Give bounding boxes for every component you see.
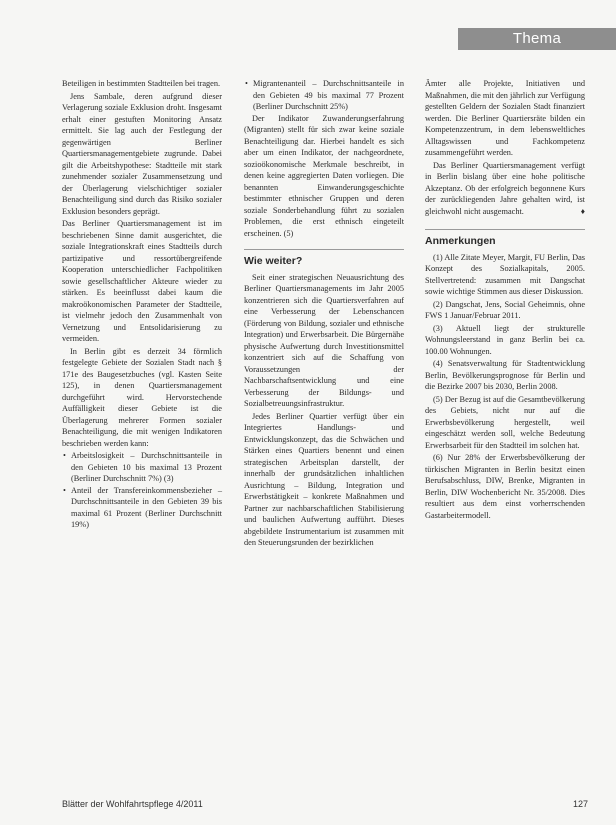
indicator-list <box>62 450 222 531</box>
text-column-1 <box>62 78 222 531</box>
section-heading-anmerkungen: Anmerkungen <box>425 229 585 248</box>
list-item: • Arbeitslosigkeit – Durchschnittsanteile in den Gebieten 10 bis maximal 13 Prozent (Berliner Durchschnitt 7%) (3) <box>71 450 222 485</box>
paragraph: Ämter alle Projekte, Initiativen und Maßnahmen, die mit den jährlich zur Verfügung gestellten Geldern der Sozialen Stadt finanziert werden. Die Berliner Quartiersräte bilden ein Kompetenzzentrum, in dem lebensweltliches Alltagswissen und Fachkompetenz zusammengeführt werden. <box>425 79 585 157</box>
footnote: (4) Senatsverwaltung für Stadtentwicklung Berlin, Bevölkerungsprognose für Berlin und die Bezirke 2007 bis 2030, Berlin 2008. <box>425 359 585 391</box>
paragraph <box>425 160 585 218</box>
paragraph-text: Das Berliner Quartiersmanagement verfügt in Berlin bislang über eine hohe politische Akzeptanz. Ob der erfolgreich begonnene Kurs der zurückliegenden Jahre gehalten wird, ist gleichwohl nicht ausgemacht. <box>425 160 585 216</box>
footnote: (3) Aktuell liegt der strukturelle Wohnungsleerstand in ganz Berlin bei ca. 100.00 Wohnungen. <box>425 323 585 356</box>
footnote: (2) Dangschat, Jens, Social Geheimnis, ohne FWS 1 Januar/Februar 2011. <box>425 299 585 320</box>
indicator-list <box>244 78 404 113</box>
paragraph: Jedes Berliner Quartier verfügt über ein Integriertes Handlungs- und Entwicklungskonzept, das die Schwächen und Stärken eines Quartiers benennt und einen strategischen Arbeitsplan darstellt, der innerhalb der grundsätzlichen inhaltlichen Ausrichtung – Bildung, Integration und Erwerbstätigkeit – konkrete Maßnahmen und Partner zur nachbarschaftlichen Stabilisierung und baulichen Aufwertung aufführt. Dieses abgebildete Instrumentarium ist zusammen mit den Steuerungsrunden der bezirklichen <box>244 411 404 547</box>
section-heading-wie-weiter: Wie weiter? <box>244 249 404 268</box>
footnote: (6) Nur 28% der Erwerbsbevölkerung der türkischen Migranten in Berlin besitzt einen Berufsabschluss, DIW, Brenke, Migranten in Berlin, DIW Wochenbericht Nr. 35/2008. Dies resultiert aus dem einst vorherrschenden Gastarbeitermodell. <box>425 453 585 520</box>
paragraph: Das Berliner Quartiersmanagement ist im beschriebenen Sinne damit ausgerichtet, die soziale Integrationskraft eines Stadtteils durch partizipative und ressortübergreifende Kooperation unterschiedlicher Fachpolitiken sowie gesellschaftlicher Akteure wieder zu stärken. Es beeinflusst dabei kaum die makroökonomischen Parameter der Stadtteile, ist vielmehr jedoch den Zusammenhalt von Vernetzung und Entsolidarisierung zu vermeiden. <box>62 219 222 343</box>
end-mark-icon: ♦ <box>580 206 585 216</box>
text-column-3 <box>425 78 585 522</box>
footnote: (1) Alle Zitate Meyer, Margit, FU Berlin, Das Konzept des Sozialkapitals, 2005. Stellvertretend: zusammen mit Dangschat sowie wichtige Stimmen aus dieser Diskussion. <box>425 252 585 296</box>
section-title: Thema <box>512 30 562 47</box>
footnote: (5) Der Bezug ist auf die Gesamtbevölkerung des Gebiets, nicht nur auf die Erwerbsbevölkerung hergestellt, weil eingeschätzt werden soll, welche Bedeutung Erwerbsarbeit für den Stadtteil im solchen hat. <box>425 394 585 450</box>
list-item: • Anteil der Transfereinkommensbezieher – Durchschnittsanteile in den Gebieten 39 bis maximal 61 Prozent (Berliner Durchschnitt 19%) <box>71 485 222 531</box>
list-item: • Migrantenanteil – Durchschnittsanteile in den Gebieten 49 bis maximal 77 Prozent (Berliner Durchschnitt 25%) <box>253 78 404 113</box>
paragraph: Der Indikator Zuwanderungserfahrung (Migranten) stellt für sich zwar keine soziale Benachteiligung dar. Hierbei handelt es sich aber um einen Indikator, der nachgeordnete, sozioökonomische Merkmale beschreibt, in denen keine aggregierten Daten vorliegen. Die benannten Einwanderungsgeschichte bestimmter ethnischer Gruppen und deren soziale Sonderbehandlung führt zu sozialen Problemen, die erst ethnisch eingeteilt erscheinen. (5) <box>244 113 404 238</box>
paragraph: Jens Sambale, deren aufgrund dieser Verlagerung soziale Exklusion droht. Insgesamt erhalt einer gestuften Monitoring Ansatz ermittelt. Sie lag auch der Festlegung der gegenwärtigen Berliner Quartiersmanagementgebiete zugrunde. Dabei gilt die Arbeitshypothese: Stadtteile mit stark zunehmender sozialer Zusammensetzung und der Überlagerung vielschichtiger sozialer Benachteiligung sind durch das Risiko sozialer Exklusion besonders geprägt. <box>62 91 222 216</box>
text-column-2 <box>244 78 404 550</box>
paragraph: In Berlin gibt es derzeit 34 förmlich festgelegte Gebiete der Sozialen Stadt nach § 171e des Baugesetzbuches (vgl. Kasten Seite 125), in denen Quartiersmanagement durchgeführt wird. Hervorstechende Auffälligkeit dieser Gebiete ist die Überlagerung mehrerer Formen sozialer Benachteiligung, die mit wenigen Indikatoren beschrieben werden kann: <box>62 346 222 448</box>
paragraph: Seit einer strategischen Neuausrichtung des Berliner Quartiersmanagements im Jahr 2005 konzentrieren sich die Quartiersverfahren auf eine Verbesserung der Lebenschancen (Förderung von Bildung, sozialer und ethnische Integration) und Erwerbsarbeit. Die Bürgernähe physische Aufwertung durch Investitionsmittel konzentriert sich auf die Schaffung von Voraussetzungen der Nachbarschaftsentwicklung und eine Verbesserung der Bildungs- und Sozialbetreuungsinfrastruktur. <box>244 272 404 408</box>
section-header-band <box>458 28 616 50</box>
paragraph: Beteiligen in bestimmten Stadtteilen bei tragen. <box>62 79 221 88</box>
journal-footer: Blätter der Wohlfahrtspflege 4/2011 <box>62 799 203 809</box>
page-number: 127 <box>572 799 588 809</box>
